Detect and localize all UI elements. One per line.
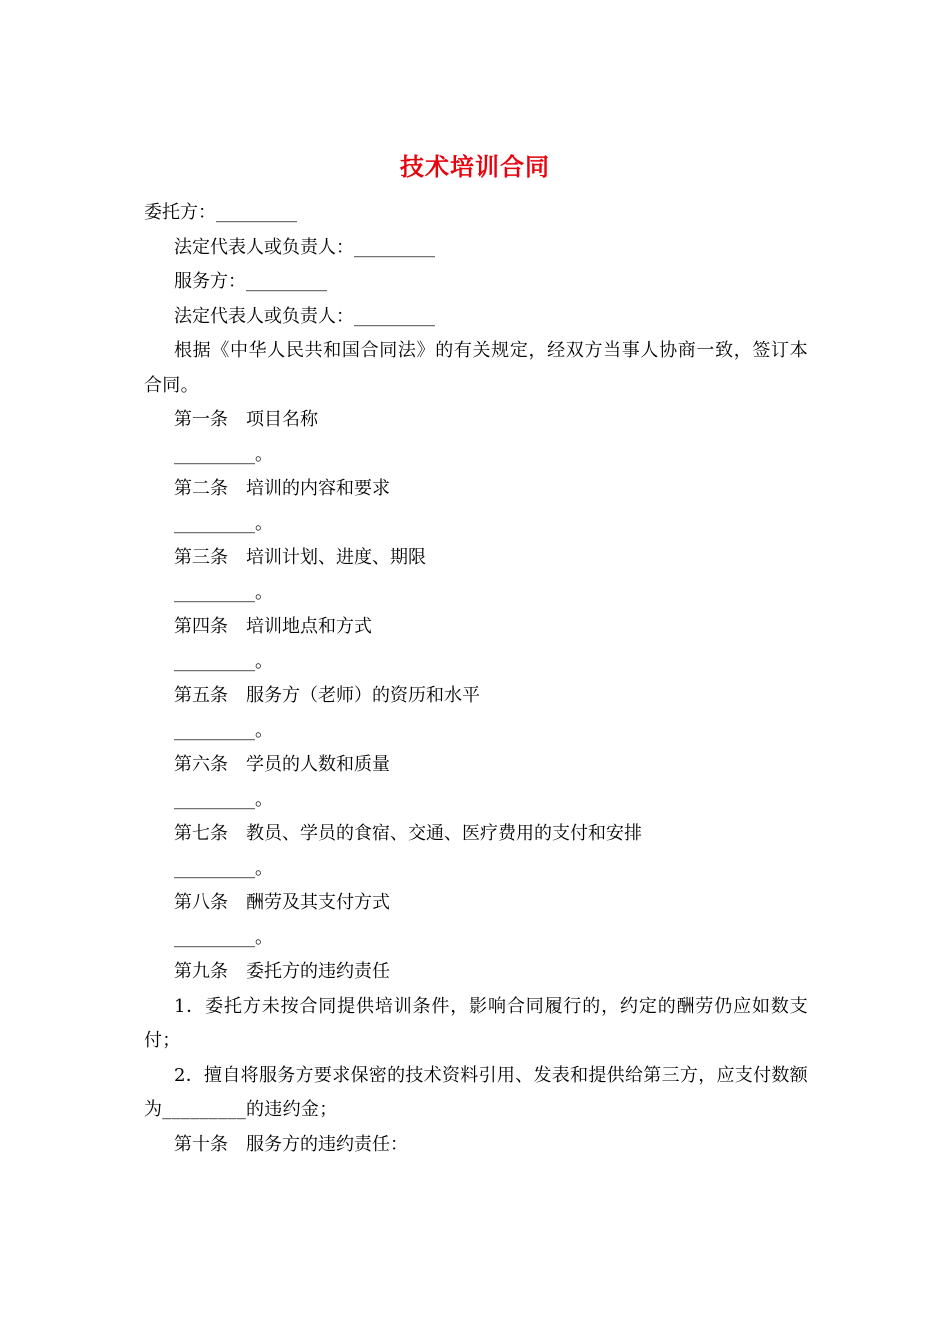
article-6-heading: 第六条 学员的人数和质量 [174,754,390,775]
client-representative-line: 法定代表人或负责人：_________ [174,236,435,258]
article-8-blank: _________。 [174,926,273,948]
article-7-heading: 第七条 教员、学员的食宿、交通、医疗费用的支付和安排 [174,823,642,844]
article-5-blank: _________。 [174,719,273,741]
article-7-blank: _________。 [174,857,273,879]
document-body [144,196,808,1162]
document-title: 技术培训合同 [400,152,550,181]
article-10-heading: 第十条 服务方的违约责任： [174,1133,408,1155]
service-party-line: 服务方：_________ [174,271,327,292]
article-1-heading: 第一条 项目名称 [174,409,318,430]
article-1-blank: _________。 [174,443,273,465]
article-4-heading: 第四条 培训地点和方式 [174,616,372,637]
article-5-heading: 第五条 服务方（老师）的资历和水平 [174,685,480,706]
article-8-heading: 第八条 酬劳及其支付方式 [174,892,390,913]
preamble-paragraph: 根据《中华人民共和国合同法》的有关规定，经双方当事人协商一致，签订本合同。 [144,340,808,396]
article-6-blank: _________。 [174,788,273,810]
article-9-heading: 第九条 委托方的违约责任 [174,961,390,982]
client-party-line: 委托方：_________ [144,202,297,223]
article-9-clause-1: 1．委托方未按合同提供培训条件，影响合同履行的，约定的酬劳仍应如数支付； [144,995,808,1051]
article-2-heading: 第二条 培训的内容和要求 [174,478,390,499]
article-3-blank: _________。 [174,581,273,603]
article-2-blank: _________。 [174,512,273,534]
article-9-clause-2: 2．擅自将服务方要求保密的技术资料引用、发表和提供给第三方，应支付数额为_________的违约金； [144,1064,808,1120]
article-3-heading: 第三条 培训计划、进度、期限 [174,547,426,568]
article-4-blank: _________。 [174,650,273,672]
service-representative-line: 法定代表人或负责人：_________ [174,305,435,327]
